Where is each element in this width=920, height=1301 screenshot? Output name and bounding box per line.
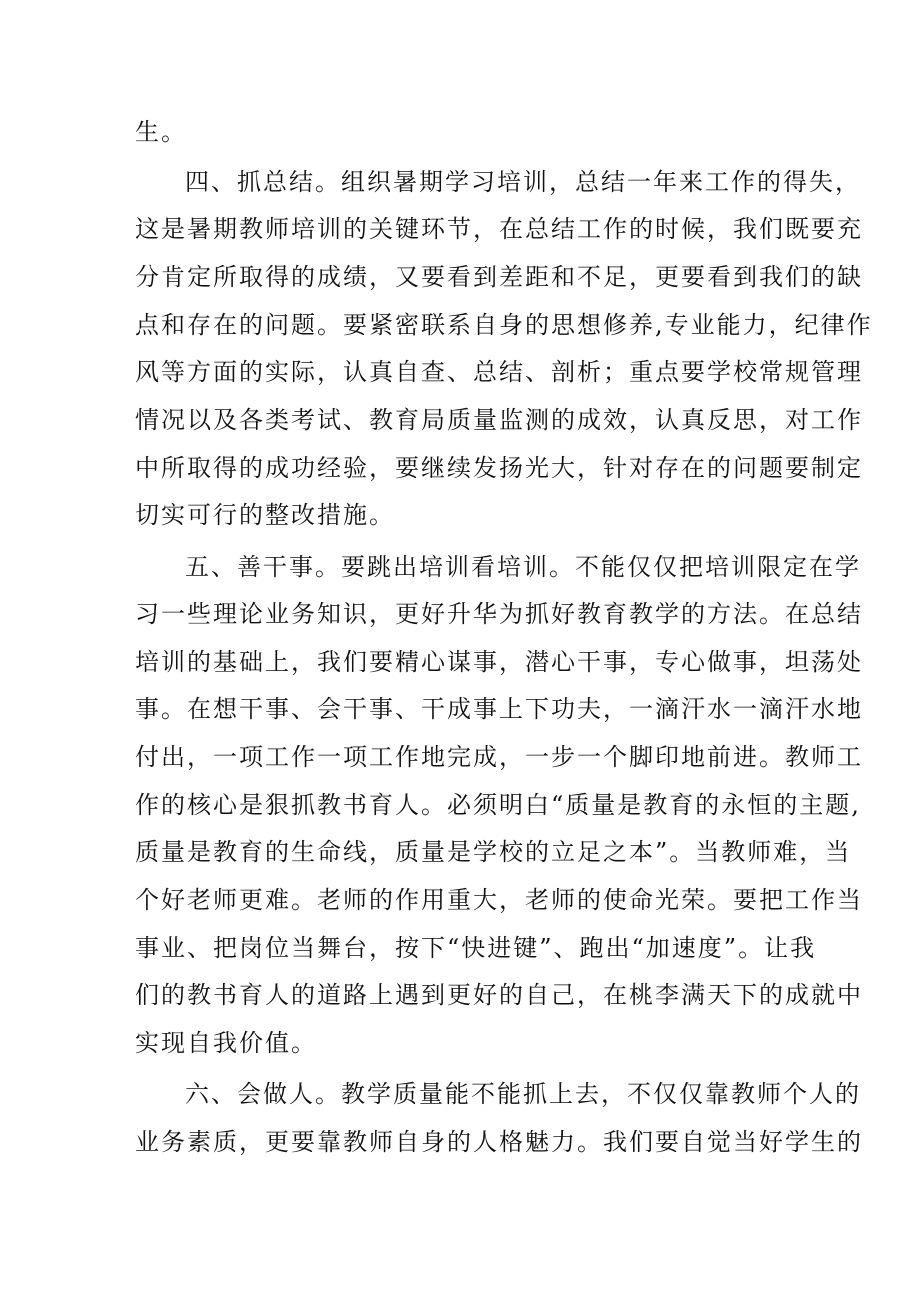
text-line: 分肯定所取得的成绩，又要看到差距和不足，更要看到我们的缺: [135, 263, 863, 291]
text-line: 们的教书育人的道路上遇到更好的自己，在桃李满天下的成就中: [135, 981, 863, 1009]
text-line: 培训的基础上，我们要精心谋事，潜心干事，专心做事，坦荡处: [135, 648, 863, 676]
text-line: 中所取得的成功经验，要继续发扬光大，针对存在的问题要制定: [135, 454, 863, 482]
text-line: 事。在想干事、会干事、干成事上下功夫，一滴汗水一滴汗水地: [135, 695, 863, 723]
text-line: 作的核心是狠抓教书育人。必须明白“质量是教育的永恒的主题,: [135, 791, 861, 819]
text-line: 个好老师更难。老师的作用重大，老师的使命光荣。要把工作当: [135, 886, 863, 914]
text-line: 六、会做人。教学质量能不能抓上去，不仅仅靠教师个人的: [185, 1080, 861, 1108]
text-line: 质量是教育的生命线，质量是学校的立足之本”。当教师难，当: [135, 838, 852, 866]
text-line: 五、善干事。要跳出培训看培训。不能仅仅把培训限定在学: [185, 553, 861, 581]
text-line: 点和存在的问题。要紧密联系自身的思想修养,专业能力，纪律作: [135, 311, 873, 339]
text-line: 这是暑期教师培训的关键环节，在总结工作的时候，我们既要充: [135, 215, 863, 243]
text-line: 切实可行的整改措施。: [135, 501, 395, 529]
text-line: 习一些理论业务知识，更好升华为抓好教育教学的方法。在总结: [135, 600, 863, 628]
text-line: 风等方面的实际，认真自查、总结、剖析；重点要学校常规管理: [135, 358, 863, 386]
text-line: 事业、把岗位当舞台，按下“快进键”、跑出“加速度”。让我: [135, 934, 817, 962]
text-line: 生。: [135, 118, 187, 146]
text-line: 付出，一项工作一项工作地完成，一步一个脚印地前进。教师工: [135, 743, 863, 771]
text-line: 四、抓总结。组织暑期学习培训，总结一年来工作的得失，: [185, 168, 861, 196]
text-line: 业务素质，更要靠教师自身的人格魅力。我们要自觉当好学生的: [135, 1128, 863, 1156]
text-line: 实现自我价值。: [135, 1029, 317, 1057]
text-line: 情况以及各类考试、教育局质量监测的成效，认真反思，对工作: [135, 406, 863, 434]
